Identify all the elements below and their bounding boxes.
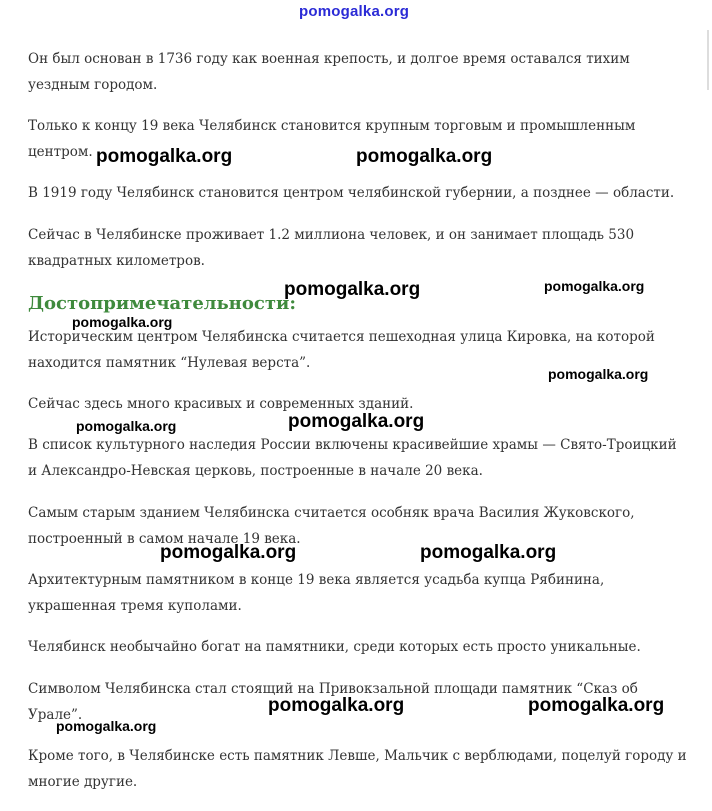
paragraph-founding: Он был основан в 1736 году как военная крепость, и долгое время оставался тихим уездным городом. (28, 51, 630, 93)
paragraph-kirovka: Историческим центром Челябинска считается пешеходная улица Кировка, на которой находится памятник “Нулевая верста”. (28, 329, 655, 371)
watermark: pomogalka.org (268, 695, 405, 716)
section-heading: Достопримечательности: (28, 293, 296, 314)
scroll-edge-line (707, 30, 709, 90)
watermark: pomogalka.org (356, 146, 493, 167)
paragraph-trade-center: Только к концу 19 века Челябинск становится крупным торговым и промышленным центром. (28, 118, 636, 160)
paragraph-skaz-ob-urale: Символом Челябинска стал стоящий на Привокзальной площади памятник “Сказ об Урале”. (28, 681, 638, 723)
watermark: pomogalka.org (96, 146, 233, 167)
paragraph-oldest-building: Самым старым зданием Челябинска считается особняк врача Василия Жуковского, построенный в самом начале 19 века. (28, 505, 635, 547)
paragraph-other-monuments: Кроме того, в Челябинске есть памятник Левше, Мальчик с верблюдами, поцелуй городу и многие другие. (28, 748, 687, 790)
paragraph-modern-buildings: Сейчас здесь много красивых и современных зданий. (28, 396, 414, 412)
header-watermark: pomogalka.org (299, 3, 410, 20)
paragraph-population: Сейчас в Челябинске проживает 1.2 миллиона человек, и он занимает площадь 530 квадратных километров. (28, 227, 635, 269)
paragraph-churches: В список культурного наследия России включены красивейшие храмы — Свято-Троицкий и Александро-Невская церковь, построенные в начале 20 века. (28, 437, 677, 479)
watermark: pomogalka.org (76, 418, 177, 434)
watermark: pomogalka.org (160, 542, 297, 563)
paragraph-province: В 1919 году Челябинск становится центром челябинской губернии, а позднее — области. (28, 185, 675, 201)
watermark: pomogalka.org (544, 278, 645, 294)
paragraph-ryabinin: Архитектурным памятником в конце 19 века является усадьба купца Рябинина, украшенная тремя куполами. (28, 572, 605, 614)
watermark: pomogalka.org (288, 411, 425, 432)
watermark: pomogalka.org (420, 542, 557, 563)
watermark: pomogalka.org (72, 314, 173, 330)
watermark: pomogalka.org (548, 366, 649, 382)
paragraph-monuments: Челябинск необычайно богат на памятники, среди которых есть просто уникальные. (28, 639, 641, 655)
watermark: pomogalka.org (284, 279, 421, 300)
watermark: pomogalka.org (528, 695, 665, 716)
watermark: pomogalka.org (56, 718, 157, 734)
